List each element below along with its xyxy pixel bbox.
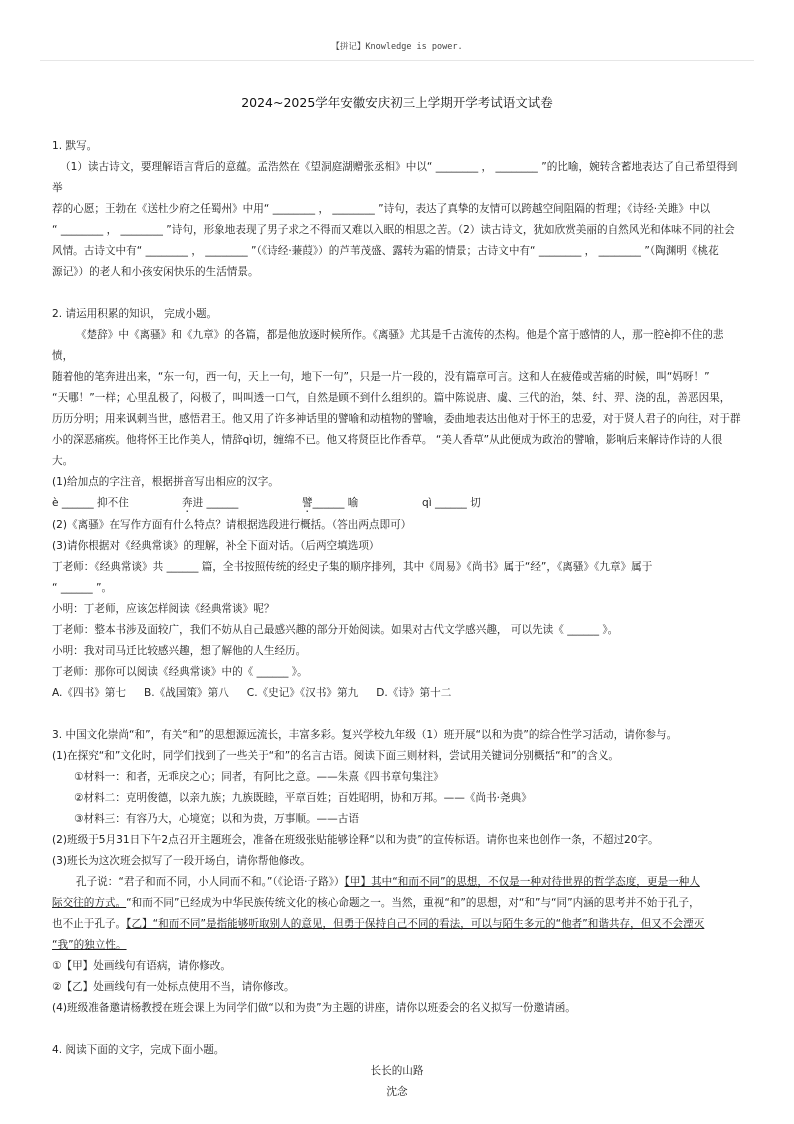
q2-heading: 2. 请运用积累的知识， 完成小题。 [52, 308, 218, 320]
q2-passage-line: 随着他的笔奔进出来，“东一句，西一句，天上一句，地下一句”，只是一片一段的，没有篇章可言。这和人在疲倦或苦痛的时候，叫“妈呀！” [52, 371, 710, 383]
option-a: A.《四书》第七 [52, 687, 126, 699]
underlined-jia: 【甲】其中“和而不同”的思想，不仅是一种对待世界的哲学态度，更是一种人 [344, 876, 700, 888]
dialog-line: 小明：丁老师，应该怎样阅读《经典常谈》呢？ [52, 603, 275, 615]
pinyin-item-a: è ______ 抑不住 [52, 497, 129, 509]
speech-line [52, 893, 742, 914]
q3-jia-question: ①【甲】处画线句有语病，请你修改。 [52, 960, 231, 972]
q2-passage-line: “天哪！”一样；心里乱极了，闷极了，叫叫透一口气，自然是顾不到什么组织的。篇中陈说唐、虞、三代的治，桀、纣、羿、浇的乱，善恶因果， [52, 392, 731, 404]
exam-content [52, 136, 742, 1103]
q3-heading: 3. 中国文化崇尚“和”，有关“和”的思想源远流长，丰富多彩。复兴学校九年级（1）班开展“以和为贵”的综合性学习活动，请你参与。 [52, 729, 678, 741]
q3-sub2: (2)班级于5月31日下午2点召开主题班会，准备在班级张贴能够诠释“以和为贵”的宣传标语。请你也来也创作一条，不超过20字。 [52, 834, 659, 846]
q3-yi-question: ②【乙】处画线句有一处标点使用不当，请你修改。 [52, 981, 295, 993]
options-row [52, 683, 742, 704]
page-title: 2024~2025学年安徽安庆初三上学期开学考试语文试卷 [241, 95, 553, 110]
article-author: 沈念 [386, 1086, 408, 1098]
dotted-char: 譬 [302, 497, 313, 509]
underlined-yi: 【乙】“和而不同”是指能够听取别人的意见，但勇于保持自己不同的看法，可以与陌生多元的“他者”和谐共存，但又不会湮灭 [126, 918, 705, 930]
pinyin-item-b [182, 493, 302, 515]
material-1: ①材料一：和者，无乖戾之心；同者，有阿比之意。——朱熹《四书章句集注》 [74, 771, 444, 783]
option-b: B.《战国策》第八 [144, 687, 229, 699]
option-d: D.《诗》第十二 [376, 687, 452, 699]
dialog-line: 丁老师：那你可以阅读《经典常谈》中的《 ______ 》。 [52, 666, 308, 678]
q1-line: 源记》）的老人和小孩安闲快乐的生活情景。 [52, 266, 259, 278]
q1-heading: 1. 默写。 [52, 140, 98, 152]
q3-sub1: (1)在探究“和”文化时，同学们找到了一些关于“和”的名言古语。阅读下面三则材料，尝试用关键词分别概括“和”的含义。 [52, 750, 620, 762]
speech-line [52, 914, 742, 935]
dialog-line: “ ______ ”。 [52, 582, 113, 594]
q1-line: 荐的心愿；王勃在《送杜少府之任蜀州》中用“ ________ ， ________ ”诗句，表达了真挚的友情可以跨越空间阻隔的哲理；《诗经·关雎》中以 [52, 203, 711, 215]
pinyin-item-d: qì ______ 切 [422, 497, 481, 509]
dialog-line: 丁老师：整本书涉及面较广，我们不妨从自己最感兴趣的部分开始阅读。如果对古代文学感兴趣， 可以先读《 ______ 》。 [52, 624, 619, 636]
q2-sub3: (3)请你根据对《经典常谈》的理解，补全下面对话。（后两空填选项） [52, 540, 380, 552]
q2-sub1: (1)给加点的字注音，根据拼音写出相应的汉字。 [52, 476, 279, 488]
material-2: ②材料二：克明俊德，以亲九族；九族既睦，平章百姓；百姓昭明，协和万邦。——《尚书·尧典》 [74, 792, 532, 804]
article-title: 长长的山路 [370, 1065, 424, 1077]
speech-line [52, 935, 742, 956]
dotted-char: 奔 [182, 497, 193, 509]
q2-passage-line: 《楚辞》中《离骚》和《九章》的各篇，都是他放逐时候所作。《离骚》尤其是千古流传的杰构。他是个富于感情的人，那一腔è抑不住的悲愤， [52, 329, 724, 362]
speech-quote: 孔子说：“君子和而不同，小人同而不和。”（《论语·子路》） [76, 876, 345, 888]
dialog-line: 丁老师：《经典常谈》共 ______ 篇，全书按照传统的经史子集的顺序排列，其中《周易》《尚书》属于“经”，《离骚》《九章》属于 [52, 561, 653, 573]
q2-passage-line: 小的深恶痛疾。他将怀王比作美人，情辞qì切，缠绵不已。他又将贤臣比作香草。 “美人香草”从此便成为政治的譬喻，影响后来解诗作诗的人很大。 [52, 434, 723, 467]
q3-sub3: (3)班长为这次班会拟写了一段开场白，请你帮他修改。 [52, 855, 311, 867]
q1-line: 风情。古诗文中有“ ________ ， ________ ”（《诗经·蒹葭》）的芦苇茂盛、露转为霜的情景；古诗文中有“ ________ ， ________ ”（陶渊明《桃花 [52, 245, 719, 257]
pinyin-item-b-rest: 进 ______ [192, 497, 239, 509]
q2-passage-line: 历历分明；用来讽刺当世，感悟君王。他又用了许多神话里的譬喻和动植物的譬喻，委曲地表达出他对于怀王的忠爱，对于贤人君子的向往，对于群 [52, 413, 741, 425]
speech-text: 也不止于孔子。 [52, 918, 127, 930]
underlined-yi-cont: “我”的独立性。 [52, 939, 127, 951]
q1-line: （1）读古诗文，要理解语言背后的意蕴。孟浩然在《望洞庭湖赠张丞相》中以“ ________ ， ________ ”的比喻，婉转含蓄地表达了自己希望得到举 [52, 161, 738, 194]
header-note: 【拼记】Knowledge is power. [331, 42, 463, 52]
speech-text: “和而不同”已经成为中华民族传统文化的核心命题之一。当然，重视“和”的思想，对“和”与“同”内涵的思考并不始于孔子， [126, 897, 700, 909]
q1-line: “ ________ ， ________ ”诗句，形象地表现了男子求之不得而又难以入眠的相思之苦。（2）读古诗文，犹如欣赏美丽的自然风光和体味不同的社会 [52, 224, 735, 236]
q3-sub4: (4)班级准备邀请杨教授在班会课上为同学们做“以和为贵”为主题的讲座，请你以班委会的名义拟写一份邀请函。 [52, 1002, 576, 1014]
dialog-line: 小明：我对司马迁比较感兴趣，想了解他的人生经历。 [52, 645, 307, 657]
material-3: ③材料三：有容乃大，心境宽；以和为贵，万事顺。——古语 [74, 813, 359, 825]
q2-sub2: (2)《离骚》在写作方面有什么特点？请根据选段进行概括。（答出两点即可） [52, 519, 412, 531]
speech-line [52, 872, 742, 893]
pinyin-item-c [302, 493, 422, 515]
option-c: C.《史记》《汉书》第九 [246, 687, 359, 699]
pinyin-row [52, 493, 742, 515]
pinyin-item-c-rest: ______ 喻 [312, 497, 359, 509]
q4-heading: 4. 阅读下面的文字，完成下面小题。 [52, 1044, 225, 1056]
header-divider [40, 60, 754, 61]
underlined-jia-cont: 际交往的方式。 [52, 897, 127, 909]
